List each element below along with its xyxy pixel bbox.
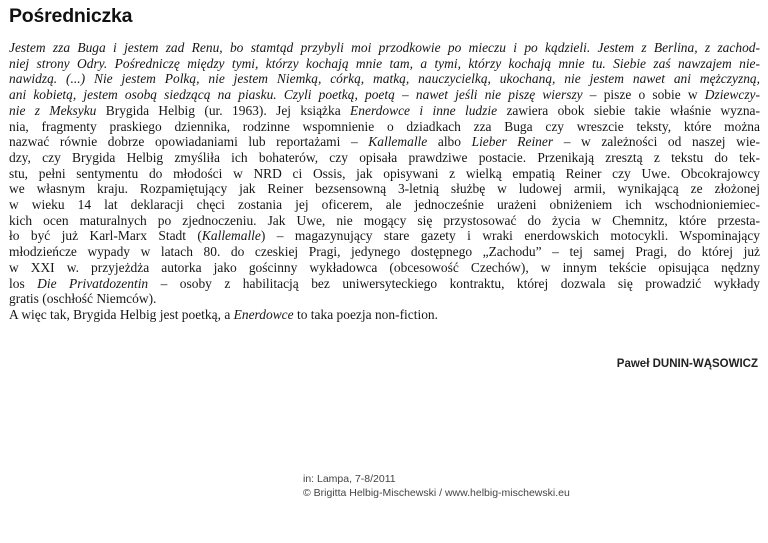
article-line [9,260,760,276]
article-italic-text: Enerdowce i inne ludzie [350,102,498,118]
article-text: we własnym kraju. Rozpamiętujący jak Reiner bezsensowną 3-letnią służbę w ludowej armii, wynikającą ze złożonej [9,181,760,197]
article-italic-text: Dziewczy- [704,87,760,103]
article-line [9,166,760,182]
article-line [9,213,760,229]
article-text: – pisze o sobie w [582,87,705,103]
article-line [9,56,760,72]
article-italic-text: ani kobietą, jestem osobą siedzącą na piasku. Czyli poetką, poetą – nawet jeśli nie piszę wierszy [9,87,583,103]
article-italic-text: Kallemalle [201,228,261,244]
article-body [9,40,760,323]
article-text: nazwać równie dobrze opowiadaniami lub reportażami – [9,134,369,150]
page-title: Pośredniczka [9,5,133,27]
article-italic-text: Lieber Reiner [471,134,554,150]
article-line [9,103,760,119]
article-text: to taka poezja non-fiction. [293,306,439,322]
source-publication: in: Lampa, 7-8/2011 [303,473,396,485]
article-italic-text: niej strony Odry. Pośredniczę między tymi, którzy kochają mnie tam, a tymi, którzy kochają mnie tu. Siebie zaś nawzajem nie- [9,55,760,71]
article-text: w XXI w. przyjeżdża autorka jako gościnny wykładowca (obcesowość Czechów), w innym tekście opisująca nędzny [9,259,760,275]
article-line [9,228,760,244]
article-line [9,244,760,260]
author-signature: Paweł DUNIN-WĄSOWICZ [616,358,758,370]
article-line [9,181,760,197]
article-text: gratis (oschłość Niemców). [9,291,157,307]
article-italic-text: Die Privatdozentin [37,275,149,291]
article-line [9,276,760,292]
article-text: nia, fragmenty praskiego dziennika, rodzinne wspomnienie o dziadkach zza Buga czy wreszcie teksty, które można [9,118,760,134]
article-text: młodzieńcze wypady w latach 80. do czeskiej Pragi, jedynego dostępnego „Zachodu” – tej samej Pragi, do której już [9,244,760,260]
article-line [9,197,760,213]
article-italic-text: Jestem zza Buga i jestem zad Renu, bo stamtąd przybyli moi przodkowie po mieczu i po kądzieli. Jestem z Berlina, z zachod- [9,40,760,55]
article-text: kich ocen maturalnych po zjednoczeniu. Jak Uwe, nie mogący się przystosować do życia w Chemnitz, które przesta- [9,212,760,228]
article-line [9,40,760,56]
article-line [9,87,760,103]
article-text: albo [427,134,472,150]
article-text: – w zależności od naszej wie- [553,134,760,150]
article-text: ) – magazynujący stare gazety i wraki enerdowskich motocykli. Wspominający [260,228,760,244]
article-italic-text: nawidzą. (...) Nie jestem Polką, nie jestem Niemką, córką, matką, nauczycielką, ukochaną, nie jestem nawet ani mężczyzną, [9,71,760,87]
article-text: Brygida Helbig (ur. 1963). Jej książka [96,102,351,118]
article-text: stu, pełni sentymentu do młodości w NRD ci Ossis, jak opisywani z wielką empatią Reiner czy Uwe. Obcokrajowcy [9,165,760,181]
article-line [9,307,760,323]
article-text: los [9,275,38,291]
source-note [303,472,570,500]
article-line [9,71,760,87]
article-text: w wieku 14 lat deklaracji chęci zostania jej oficerem, ale jednocześnie urażeni obniżeniem ich wschodnioniemiec- [9,197,760,213]
article-text: – osoby z habilitacją bez uniwersyteckiego kontraktu, której dozwala się prowadzić wykłady [148,275,761,291]
article-text: A więc tak, Brygida Helbig jest poetką, a [9,306,234,322]
article-italic-text: nie z Meksyku [9,102,97,118]
article-text: zawiera obok siebie takie właśnie wyzna- [497,102,760,118]
source-copyright: © Brigitta Helbig-Mischewski / www.helbig-mischewski.eu [303,487,570,499]
article-line [9,291,760,307]
article-italic-text: Kallemalle [368,134,428,150]
article-text: ło być już Karl-Marx Stadt ( [9,228,202,244]
article-line [9,119,760,135]
article-line [9,134,760,150]
article-italic-text: Enerdowce [233,306,294,322]
article-line [9,150,760,166]
article-text: dzy, czy Brygida Helbig zmyśliła ich bohaterów, czy opisała prawdziwe postacie. Przenikają zresztą z tekstu do tek- [9,149,760,165]
